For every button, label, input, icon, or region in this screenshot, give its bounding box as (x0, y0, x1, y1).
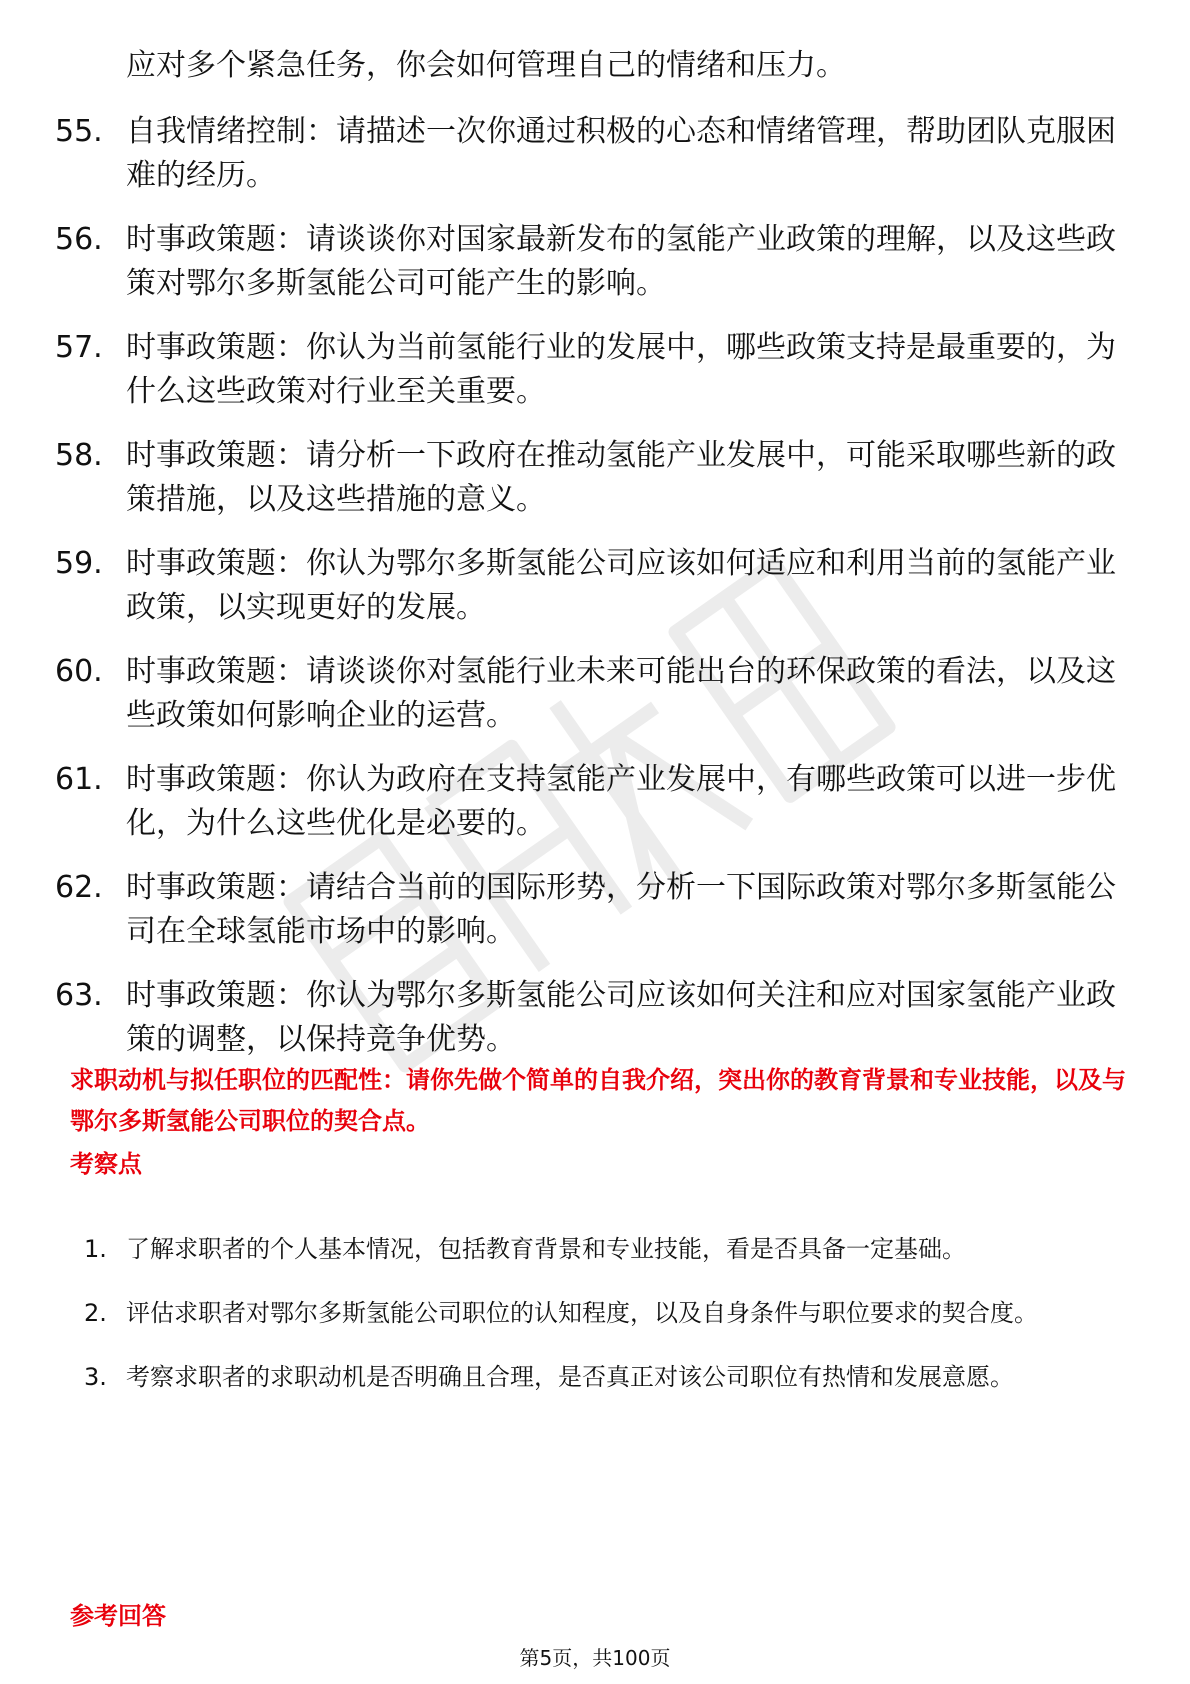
list-item (0, 1348, 1190, 1406)
item-text: 时事政策题：你认为鄂尔多斯氢能公司应该如何适应和利用当前的氢能产业政策，以实现更好的发展。 (126, 546, 1116, 625)
item-number: 63. (55, 978, 103, 1013)
list-item (0, 542, 1190, 630)
list-item (0, 650, 1190, 738)
item-text: 时事政策题：请谈谈你对国家最新发布的氢能产业政策的理解，以及这些政策对鄂尔多斯氢能公司可能产生的影响。 (126, 222, 1116, 301)
item-text: 时事政策题：请谈谈你对氢能行业未来可能出台的环保政策的看法，以及这些政策如何影响企业的运营。 (126, 654, 1116, 733)
list-item (0, 758, 1190, 846)
list-item (0, 110, 1190, 198)
item-text: 时事政策题：请分析一下政府在推动氢能产业发展中，可能采取哪些新的政策措施，以及这些措施的意义。 (126, 438, 1116, 517)
assessment-label: 考察点 (70, 1150, 142, 1178)
question-list (0, 44, 1190, 1082)
item-number: 57. (55, 330, 103, 365)
item-number: 56. (55, 222, 103, 257)
question-continuation-text: 应对多个紧急任务，你会如何管理自己的情绪和压力。 (126, 48, 846, 83)
item-text: 时事政策题：你认为当前氢能行业的发展中，哪些政策支持是最重要的，为什么这些政策对行业至关重要。 (126, 330, 1116, 409)
item-number: 58. (55, 438, 103, 473)
item-text: 自我情绪控制：请描述一次你通过积极的心态和情绪管理，帮助团队克服困难的经历。 (126, 114, 1116, 193)
item-number: 3. (84, 1363, 107, 1391)
list-item (0, 434, 1190, 522)
featured-question-heading: 求职动机与拟任职位的匹配性：请你先做个简单的自我介绍，突出你的教育背景和专业技能，以及与鄂尔多斯氢能公司职位的契合点。 (70, 1066, 1126, 1135)
item-number: 60. (55, 654, 103, 689)
question-continuation (0, 44, 1190, 88)
item-number: 55. (55, 114, 103, 149)
list-item (0, 1220, 1190, 1278)
list-item (0, 326, 1190, 414)
list-item (0, 866, 1190, 954)
list-item (0, 1284, 1190, 1342)
item-number: 2. (84, 1299, 107, 1327)
item-text: 考察求职者的求职动机是否明确且合理，是否真正对该公司职位有热情和发展意愿。 (126, 1363, 1014, 1391)
list-item (0, 974, 1190, 1062)
item-number: 59. (55, 546, 103, 581)
item-number: 62. (55, 870, 103, 905)
item-number: 1. (84, 1235, 107, 1263)
item-text: 评估求职者对鄂尔多斯氢能公司职位的认知程度，以及自身条件与职位要求的契合度。 (126, 1299, 1038, 1327)
reference-answer-label: 参考回答 (70, 1602, 166, 1630)
list-item (0, 218, 1190, 306)
item-text: 了解求职者的个人基本情况，包括教育背景和专业技能，看是否具备一定基础。 (126, 1235, 966, 1263)
item-number: 61. (55, 762, 103, 797)
item-text: 时事政策题：请结合当前的国际形势，分析一下国际政策对鄂尔多斯氢能公司在全球氢能市场中的影响。 (126, 870, 1116, 949)
item-text: 时事政策题：你认为鄂尔多斯氢能公司应该如何关注和应对国家氢能产业政策的调整，以保持竞争优势。 (126, 978, 1116, 1057)
assessment-points-list (0, 1220, 1190, 1412)
page-footer: 第5页，共100页 (519, 1646, 671, 1670)
item-text: 时事政策题：你认为政府在支持氢能产业发展中，有哪些政策可以进一步优化，为什么这些优化是必要的。 (126, 762, 1116, 841)
